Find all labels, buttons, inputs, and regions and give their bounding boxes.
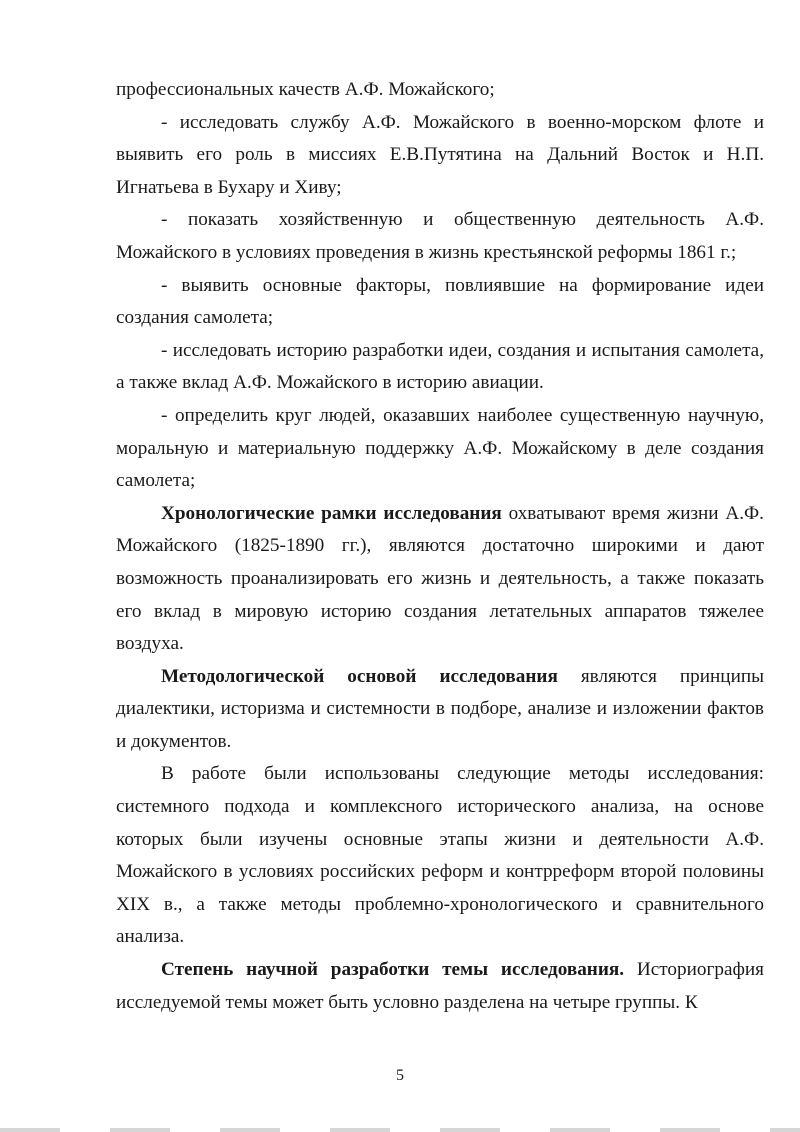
- paragraph-text: - выявить основные факторы, повлиявшие на формирование идеи создания самолета;: [116, 274, 764, 329]
- paragraph-10: [116, 954, 764, 1019]
- paragraph-lead: Степень научной разработки темы исследования.: [161, 959, 625, 981]
- paragraph-text: - исследовать службу А.Ф. Можайского в военно-морском флоте и выявить его роль в миссиях Е.В.Путятина на Дальний Восток и Н.П. Игнатьева в Бухару и Хиву;: [116, 111, 764, 198]
- paragraph-text: профессиональных качеств А.Ф. Можайского;: [116, 79, 495, 100]
- paragraph-4: [116, 270, 764, 335]
- page-number: 5: [396, 1067, 404, 1084]
- scan-bottom-edge: [0, 1128, 800, 1132]
- paragraph-text: В работе были использованы следующие методы исследования: системного подхода и комплексного исторического анализа, на основе которых были изучены основные этапы жизни и деятельности А.Ф. Можайского в условиях российских реформ и контрреформ второй половины XIX в., а также методы проблемно-хронологического и сравнительного анализа.: [116, 763, 764, 948]
- paragraph-lead: Методологической основой исследования: [161, 665, 558, 687]
- paragraph-1: [116, 74, 764, 107]
- paragraph-8: [116, 661, 764, 759]
- paragraph-3: [116, 204, 764, 269]
- document-body: [116, 74, 764, 1019]
- paragraph-text: являются принципы диалектики, историзма и системности в подборе, анализе и изложении фактов и документов.: [116, 665, 764, 752]
- paragraph-6: [116, 400, 764, 498]
- paragraph-7: [116, 498, 764, 661]
- paragraph-text: - исследовать историю разработки идеи, создания и испытания самолета, а также вклад А.Ф. Можайского в историю авиации.: [116, 339, 764, 394]
- paragraph-2: [116, 107, 764, 205]
- paragraph-lead: Хронологические рамки исследования: [161, 502, 502, 524]
- paragraph-text: охватывают время жизни А.Ф. Можайского (1825-1890 гг.), являются достаточно широкими и дают возможность проанализировать его жизнь и деятельность, а также показать его вклад в мировую историю создания летательных аппаратов тяжелее воздуха.: [116, 502, 764, 655]
- paragraph-text: - показать хозяйственную и общественную деятельность А.Ф. Можайского в условиях проведения в жизнь крестьянской реформы 1861 г.;: [116, 209, 764, 263]
- paragraph-text: - определить круг людей, оказавших наиболее существенную научную, моральную и материальную поддержку А.Ф. Можайскому в деле создания самолета;: [116, 404, 764, 492]
- paragraph-text: Историография исследуемой темы может быть условно разделена на четыре группы. К: [116, 959, 764, 1013]
- paragraph-5: [116, 335, 764, 400]
- paragraph-9: [116, 758, 764, 954]
